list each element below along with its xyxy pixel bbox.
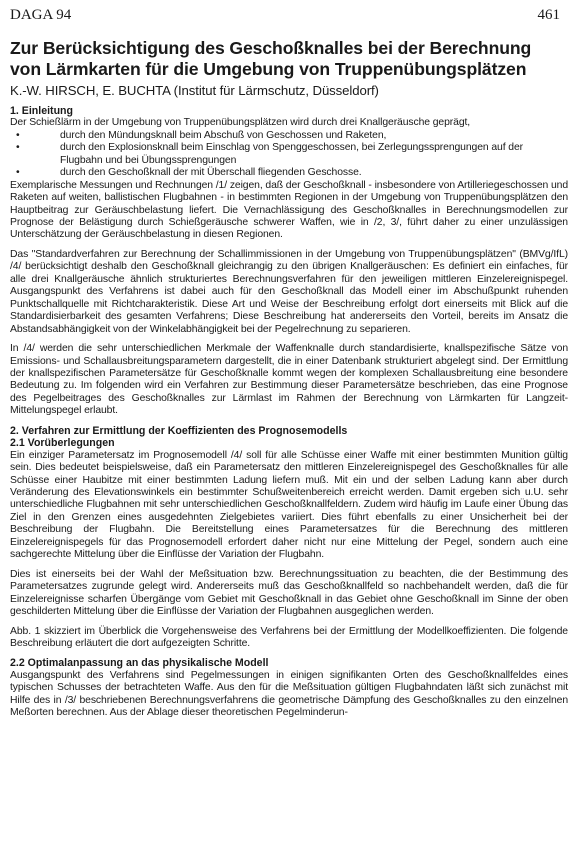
- list-item: • durch den Explosionsknall beim Einschlag von Spenggeschossen, bei Zerlegungssprengungen auf der Flugbahn und bei Übungssprengungen: [16, 142, 524, 166]
- section-2-1-paragraph-3: Abb. 1 skizziert im Überblick die Vorgehensweise des Verfahrens bei der Ermittlung der Modellkoeffizienten. Die folgende Beschreibung erläutert die dort aufgezeigten Schritte.: [10, 625, 568, 649]
- section-1-paragraph-3: In /4/ werden die sehr unterschiedlichen Merkmale der Waffenknalle durch standardisierte, knallspezifische Sätze von Emissions- und Schallausbreitungsparametern dargestellt, die in einer Datenbank strukturiert abgelegt sind. Der Ermittlung der knallspezifischen Parametersätze für Geschoßknalle kommt wegen der komplexen Schallausbreitung eine besondere Bedeutung zu. Im folgenden wird ein Verfahren zur Bestimmung dieser Parametersätze beschrieben, das eine Prognose des Pegelbeitrages des Geschoßknalles zur Lärmlast im Rahmen der Berechnung von Lärmkarten für Langzeit-Mittelungspegel erlaubt.: [10, 343, 568, 417]
- author-line: K.-W. HIRSCH, E. BUCHTA (Institut für Lärmschutz, Düsseldorf): [10, 83, 379, 98]
- section-2-2-paragraph-1: Ausgangspunkt des Verfahrens sind Pegelmessungen in einigen signifikanten Orten des Geschoßknallfeldes eines typischen Schusses der betrachteten Waffe. Aus den für die Meßsituation gültigen Flugbahndaten läßt sich zunächst mit Hilfe des in /3/ beschriebenen Berechnungsverfahrens die geometrische Dämpfung des Geschoßknalles zu den einzelnen Meßorten berechnen. Aus der Ablage dieser theoretischen Pegelminderun-: [10, 669, 568, 719]
- bullet-icon: •: [16, 167, 20, 179]
- paper-title: [10, 38, 568, 80]
- page-number: 461: [537, 7, 560, 23]
- bullet-icon: •: [16, 142, 20, 154]
- section-1-paragraph-1: Exemplarische Messungen und Rechnungen /1/ zeigen, daß der Geschoßknall - insbesondere von Artilleriegeschossen und Raketen auf weiten, ballistischen Flugbahnen - in bestimmten Regionen in der Umgebung von Truppenübungsplätzen den Hauptbeitrag zur Geräuschbelastung liefert. Die Vernachlässigung des Geschoßknalles in Berechnungsmodellen zur Prognose der Belästigung durch Schießgeräusche schwerer Waffen, wie in /2, 3/, führt daher zu einer unzulässigen Unterschätzung der Geräuschbelastung in diesen Regionen.: [10, 179, 569, 241]
- title-line-2: von Lärmkarten für die Umgebung von Truppenübungsplätzen: [10, 59, 527, 79]
- conference-label: DAGA 94: [10, 7, 72, 23]
- bullet-icon: •: [16, 129, 20, 141]
- section-2-heading: 2. Verfahren zur Ermittlung der Koeffizienten des Prognosemodells: [10, 424, 348, 437]
- section-1-intro: Der Schießlärm in der Umgebung von Truppenübungsplätzen wird durch drei Knallgeräusche geprägt,: [10, 117, 471, 129]
- section-2-1-paragraph-1: Ein einziger Parametersatz im Prognosemodell /4/ soll für alle Schüsse einer Waffe mit einer bestimmten Munition gültig sein. Dies bedeutet beispielsweise, daß ein Parametersatz den mittleren Einzelereignispegel des Geschoßknalles für alle Schüsse einer Haubitze mit einer bestimmten Ladung liefern muß. Mit ein und der selben Ladung kann aber durch Veränderung des Elevationswinkels ein bestimmter Schußweitenbereich erreicht werden. Damit ergeben sich u.U. sehr unterschiedliche Flugbahnen mit sehr unterschiedlichen Geschoßknallfeldern. Zudem wird häufig im Laufe einer Übung das Ziel in den Grenzen eines ausgedehnten Zielgebietes variiert. Dies führt ebenfalls zu einer Unsicherheit bei der Beschreibung der Flugbahn. Die Bereitstellung eines Parametersatzes für die Berechnung des mittleren Einzelereignispegels für das Prognosemodell erfordert daher nicht nur eine Mittelung der Pegel, sondern auch eine sachgerechte Mittelung über die Einflüsse der Variation der Flugbahn.: [10, 449, 568, 561]
- running-header: [10, 7, 568, 24]
- subsection-2-2-heading: 2.2 Optimalanpassung an das physikalische Modell: [10, 657, 269, 670]
- list-item: • durch den Mündungsknall beim Abschuß von Geschossen und Raketen,: [16, 129, 387, 141]
- title-line-1: Zur Berücksichtigung des Geschoßknalles bei der Berechnung: [10, 38, 532, 58]
- list-item: • durch den Geschoßknall der mit Überschall fliegenden Geschosse.: [16, 167, 362, 179]
- section-1-heading: 1. Einleitung: [10, 105, 73, 117]
- subsection-2-1-heading: 2.1 Vorüberlegungen: [10, 437, 115, 450]
- section-2-1-paragraph-2: Dies ist einerseits bei der Wahl der Meßsituation bzw. Berechnungssituation zu beachten, die der Bestimmung des Parametersatzes zugrunde gelegt wird. Andererseits muß das Geschoßknallfeld so nachbehandelt werden, daß die für Einzelereignisse scharfen Übergänge vom Gebiet mit Geschoßknall in das Gebiet ohne Geschoßknall im Sinne der oben geschilderten Mittelung über die Einflüsse der Variation der Flugbahnen ausgeglichen werden.: [10, 568, 568, 618]
- bullet-list: [10, 130, 568, 180]
- section-1-paragraph-2: Das "Standardverfahren zur Berechnung der Schallimmissionen in der Umgebung von Truppenübungsplätzen" (BMVg/IfL) /4/ berücksichtigt deshalb den Geschoßknall gleichrangig zu den übrigen Knallgeräuschen: Es definiert ein einfaches, für alle drei Knallgeräusche ähnlich strukturiertes Berechnungsverfahren für den jeweiligen mittleren Einzelereignispegel. Ausgangspunkt des Verfahrens ist dabei auch für den Geschoßknall das Modell einer im Abschußpunkt ruhenden Punktschallquelle mit Richtcharakteristik. Diese Art und Weise der Beschreibung erfolgt dort einerseits mit Blick auf die Standardisierbarkeit des gesamten Verfahrens; Diese Beschreibung hat andererseits den Vorteil, bereits im Ansatz die Abstandsabhängigkeit von der Winkelabhängigkeit bei der Pegelrechnung zu separieren.: [10, 248, 568, 335]
